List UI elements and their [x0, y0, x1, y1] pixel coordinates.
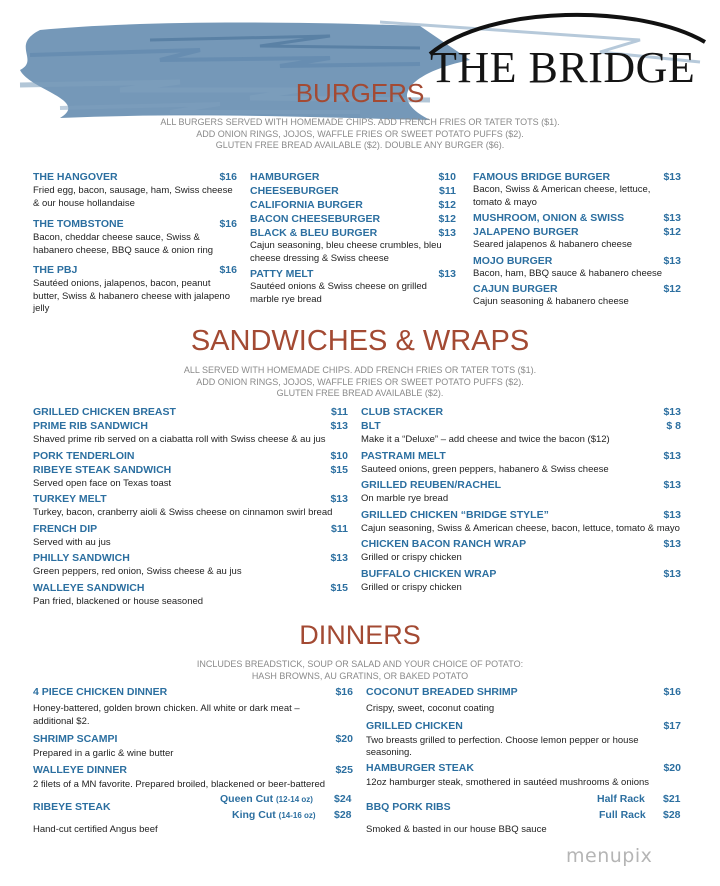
ribs-full-rack: Full Rack — [599, 809, 646, 821]
menu-item — [361, 420, 681, 447]
ribs-full-price: $28 — [663, 809, 681, 821]
ribs-half-price: $21 — [663, 793, 681, 805]
menu-item — [250, 213, 456, 225]
menu-item — [33, 406, 348, 418]
item-name: GRILLED CHICKEN — [366, 719, 463, 732]
menu-item — [33, 171, 237, 210]
item-name: THE PBJ — [33, 264, 78, 276]
item-name: CALIFORNIA BURGER — [250, 199, 363, 211]
menu-item — [33, 686, 353, 728]
ribeye-queen-cut: Queen Cut (12-14 oz) — [220, 793, 313, 805]
item-price: $13 — [663, 538, 681, 550]
menu-item — [33, 450, 348, 462]
item-name: JALAPENO BURGER — [473, 226, 579, 238]
item-price: $20 — [663, 761, 681, 774]
menupix-watermark: menupix — [566, 845, 653, 867]
item-name: PRIME RIB SANDWICH — [33, 420, 148, 432]
item-price: $13 — [663, 567, 681, 580]
menu-item — [366, 686, 681, 716]
ribeye-king-cut: King Cut (14-16 oz) — [232, 809, 316, 821]
item-price: $13 — [663, 212, 681, 224]
item-price: $13 — [663, 406, 681, 418]
item-name: HAMBURGER — [250, 171, 320, 183]
menu-item — [473, 212, 681, 224]
item-price: $11 — [331, 406, 348, 418]
item-name: BLACK & BLEU BURGER — [250, 227, 378, 239]
item-name: RIBEYE STEAK SANDWICH — [33, 463, 172, 476]
item-desc: 12oz hamburger steak, smothered in sautéed mushrooms & onions — [366, 776, 650, 788]
burgers-title: BURGERS — [295, 78, 425, 108]
item-name: BLT — [361, 420, 381, 432]
menu-item — [33, 552, 348, 579]
menu-item — [361, 450, 681, 477]
item-price: $17 — [663, 719, 681, 732]
item-name: CLUB STACKER — [361, 406, 444, 418]
item-price: $16 — [335, 686, 353, 698]
item-name: BUFFALO CHICKEN WRAP — [361, 567, 497, 580]
burgers-col-3 — [473, 171, 681, 309]
burgers-notes: ALL BURGERS SERVED WITH HOMEMADE CHIPS. ADD FRENCH FRIES OR TATER TOTS ($1). ADD ONION RINGS, JOJOS, WAFFLE FRIES OR SWEET POTATO PUFFS ($2). GLUTEN FREE BREAD AVAILABLE ($2). DOUBLE ANY BURGER ($6). — [160, 117, 560, 150]
brand-logo: THE BRIDGE — [430, 43, 696, 92]
item-desc: Honey-battered, golden brown chicken. All white or dark meat – additional $2. — [33, 703, 300, 727]
menu-item — [33, 582, 348, 609]
item-price: $16 — [219, 264, 237, 276]
menu-item — [33, 464, 348, 491]
menu-item — [250, 268, 456, 306]
item-price: $16 — [663, 686, 681, 698]
dinners-notes: INCLUDES BREADSTICK, SOUP OR SALAD AND YOUR CHOICE OF POTATO: HASH BROWNS, AU GRATINS, OR BAKED POTATO — [196, 659, 524, 681]
item-desc: Make it a “Deluxe” – add cheese and twice the bacon ($12) — [361, 434, 610, 445]
item-desc: Grilled or crispy chicken — [361, 581, 462, 593]
item-name: FRENCH DIP — [33, 522, 98, 535]
menu-item — [366, 762, 681, 790]
item-name: COCONUT BREADED SHRIMP — [366, 686, 518, 698]
item-desc: Cajun seasoning, Swiss & American cheese, bacon, lettuce, tomato & mayo — [361, 522, 680, 534]
item-name: THE TOMBSTONE — [33, 218, 124, 230]
item-price: $10 — [330, 449, 348, 462]
item-price: $12 — [438, 199, 456, 211]
item-name: HAMBURGER STEAK — [366, 761, 474, 774]
item-desc: 2 filets of a MN favorite. Prepared broiled, blackened or beer-battered — [33, 778, 326, 790]
item-desc: Prepared in a garlic & wine butter — [33, 748, 174, 759]
item-desc: Pan fried, blackened or house seasoned — [33, 595, 204, 607]
item-name: WALLEYE DINNER — [33, 763, 127, 776]
ribeye-steak-name: RIBEYE STEAK — [33, 801, 111, 813]
menu-item — [33, 264, 237, 316]
menu-item — [250, 171, 456, 183]
item-desc: Served open face on Texas toast — [33, 477, 172, 489]
burgers-col-1 — [33, 171, 237, 316]
menu-item — [250, 199, 456, 211]
item-name: FAMOUS BRIDGE BURGER — [473, 171, 611, 183]
item-name: MUSHROOM, ONION & SWISS — [473, 212, 625, 224]
menu-item — [473, 255, 681, 281]
item-name: GRILLED CHICKEN “BRIDGE STYLE” — [361, 508, 549, 521]
dinners-title: DINNERS — [299, 620, 421, 650]
item-desc: Seared jalapenos & habanero cheese — [473, 239, 632, 250]
menu-item — [250, 185, 456, 197]
item-price: $13 — [438, 268, 456, 280]
item-price: $13 — [663, 449, 681, 462]
item-price: $11 — [331, 522, 348, 535]
item-desc: Cajun seasoning & habanero cheese — [473, 296, 629, 307]
item-desc: Sautéed onions & Swiss cheese on grilled marble rye bread — [250, 281, 427, 305]
dinners-right — [366, 686, 681, 789]
menu-item — [473, 171, 681, 209]
item-name: GRILLED CHICKEN BREAST — [33, 406, 176, 418]
item-desc: Cajun seasoning, bleu cheese crumbles, bleu cheese dressing & Swiss cheese — [250, 240, 442, 264]
item-price: $15 — [330, 581, 348, 594]
ribs-desc: Smoked & basted in our house BBQ sauce — [366, 824, 547, 835]
item-price: $13 — [438, 227, 456, 239]
item-price: $13 — [663, 508, 681, 521]
item-price: $16 — [219, 218, 237, 230]
menu-item — [361, 509, 681, 536]
sandwiches-notes: ALL SERVED WITH HOMEMADE CHIPS. ADD FRENCH FRIES OR TATER TOTS ($1). ADD ONION RINGS, JOJOS, WAFFLE FRIES OR SWEET POTATO PUFFS ($2). GLUTEN FREE BREAD AVAILABLE ($2). — [183, 365, 537, 398]
item-price: $12 — [438, 213, 456, 225]
item-price: $13 — [330, 493, 348, 505]
item-desc: Sautéed onions, jalapenos, bacon, peanut butter, Swiss & habanero cheese with jalapeno jelly — [33, 278, 230, 314]
item-name: MOJO BURGER — [473, 254, 553, 267]
item-name: GRILLED REUBEN/RACHEL — [361, 479, 502, 491]
menu-item — [473, 283, 681, 309]
item-price: $10 — [438, 171, 456, 183]
menu-item — [33, 420, 348, 447]
item-desc: Bacon, Swiss & American cheese, lettuce, tomato & mayo — [473, 184, 651, 208]
item-name: THE HANGOVER — [33, 171, 118, 183]
item-desc: Shaved prime rib served on a ciabatta roll with Swiss cheese & au jus — [33, 434, 326, 445]
item-name: CAJUN BURGER — [473, 283, 558, 295]
item-desc: On marble rye bread — [361, 493, 449, 504]
item-name: SHRIMP SCAMPI — [33, 733, 118, 745]
item-price: $25 — [335, 763, 353, 776]
item-desc: Served with au jus — [33, 536, 111, 548]
ribeye-king-price: $28 — [334, 809, 352, 821]
menu-item — [361, 479, 681, 506]
item-desc: Crispy, sweet, coconut coating — [366, 703, 495, 714]
item-desc: Sauteed onions, green peppers, habanero & Swiss cheese — [361, 463, 609, 475]
item-name: CHEESEBURGER — [250, 185, 339, 197]
item-desc: Bacon, cheddar cheese sauce, Swiss & habanero cheese, BBQ sauce & onion ring — [33, 232, 214, 256]
item-price: $13 — [663, 254, 681, 267]
item-price: $13 — [330, 552, 348, 564]
menu-item — [33, 218, 237, 257]
dinners-left — [33, 686, 353, 791]
ribs-half-rack: Half Rack — [597, 793, 645, 805]
item-desc: Grilled or crispy chicken — [361, 552, 462, 563]
item-name: 4 PIECE CHICKEN DINNER — [33, 686, 168, 698]
ribeye-queen-price: $24 — [334, 793, 352, 805]
sandwiches-right — [361, 406, 681, 594]
item-name: PATTY MELT — [250, 268, 314, 280]
item-desc: Turkey, bacon, cranberry aioli & Swiss cheese on cinnamon swirl bread — [33, 507, 333, 518]
menu-item — [361, 406, 681, 418]
item-price: $13 — [663, 171, 681, 183]
burgers-col-2 — [250, 171, 456, 306]
item-price: $ 8 — [666, 420, 681, 432]
menu-item — [33, 493, 348, 520]
item-price: $15 — [330, 463, 348, 476]
item-desc: Green peppers, red onion, Swiss cheese & au jus — [33, 566, 242, 577]
item-name: PORK TENDERLOIN — [33, 449, 135, 462]
item-name: WALLEYE SANDWICH — [33, 581, 145, 594]
item-price: $16 — [219, 171, 237, 183]
menu-item — [33, 733, 353, 761]
item-desc: Fried egg, bacon, sausage, ham, Swiss cheese & our house hollandaise — [33, 185, 233, 209]
item-price: $13 — [663, 479, 681, 491]
item-name: PASTRAMI MELT — [361, 449, 446, 462]
item-price: $12 — [663, 226, 681, 238]
menu-item — [473, 226, 681, 252]
menu-item — [361, 568, 681, 595]
menu-item — [361, 538, 681, 565]
menu-item — [366, 720, 681, 760]
item-name: CHICKEN BACON RANCH WRAP — [361, 538, 527, 550]
sandwiches-title: SANDWICHES & WRAPS — [190, 325, 530, 357]
item-desc: Bacon, ham, BBQ sauce & habanero cheese — [473, 267, 663, 279]
sandwiches-left — [33, 406, 348, 608]
item-name: TURKEY MELT — [33, 493, 107, 505]
ribeye-desc: Hand-cut certified Angus beef — [33, 824, 158, 835]
item-desc: Two breasts grilled to perfection. Choose lemon pepper or house seasoning. — [366, 734, 639, 758]
menu-item — [33, 764, 353, 792]
item-name: BACON CHEESEBURGER — [250, 213, 381, 225]
item-price: $12 — [663, 283, 681, 295]
bbq-ribs-name: BBQ PORK RIBS — [366, 801, 451, 813]
item-price: $20 — [335, 733, 353, 745]
item-price: $13 — [330, 420, 348, 432]
item-name: PHILLY SANDWICH — [33, 552, 130, 564]
menu-item — [33, 523, 348, 550]
menu-item — [250, 227, 456, 265]
item-price: $11 — [439, 185, 456, 197]
